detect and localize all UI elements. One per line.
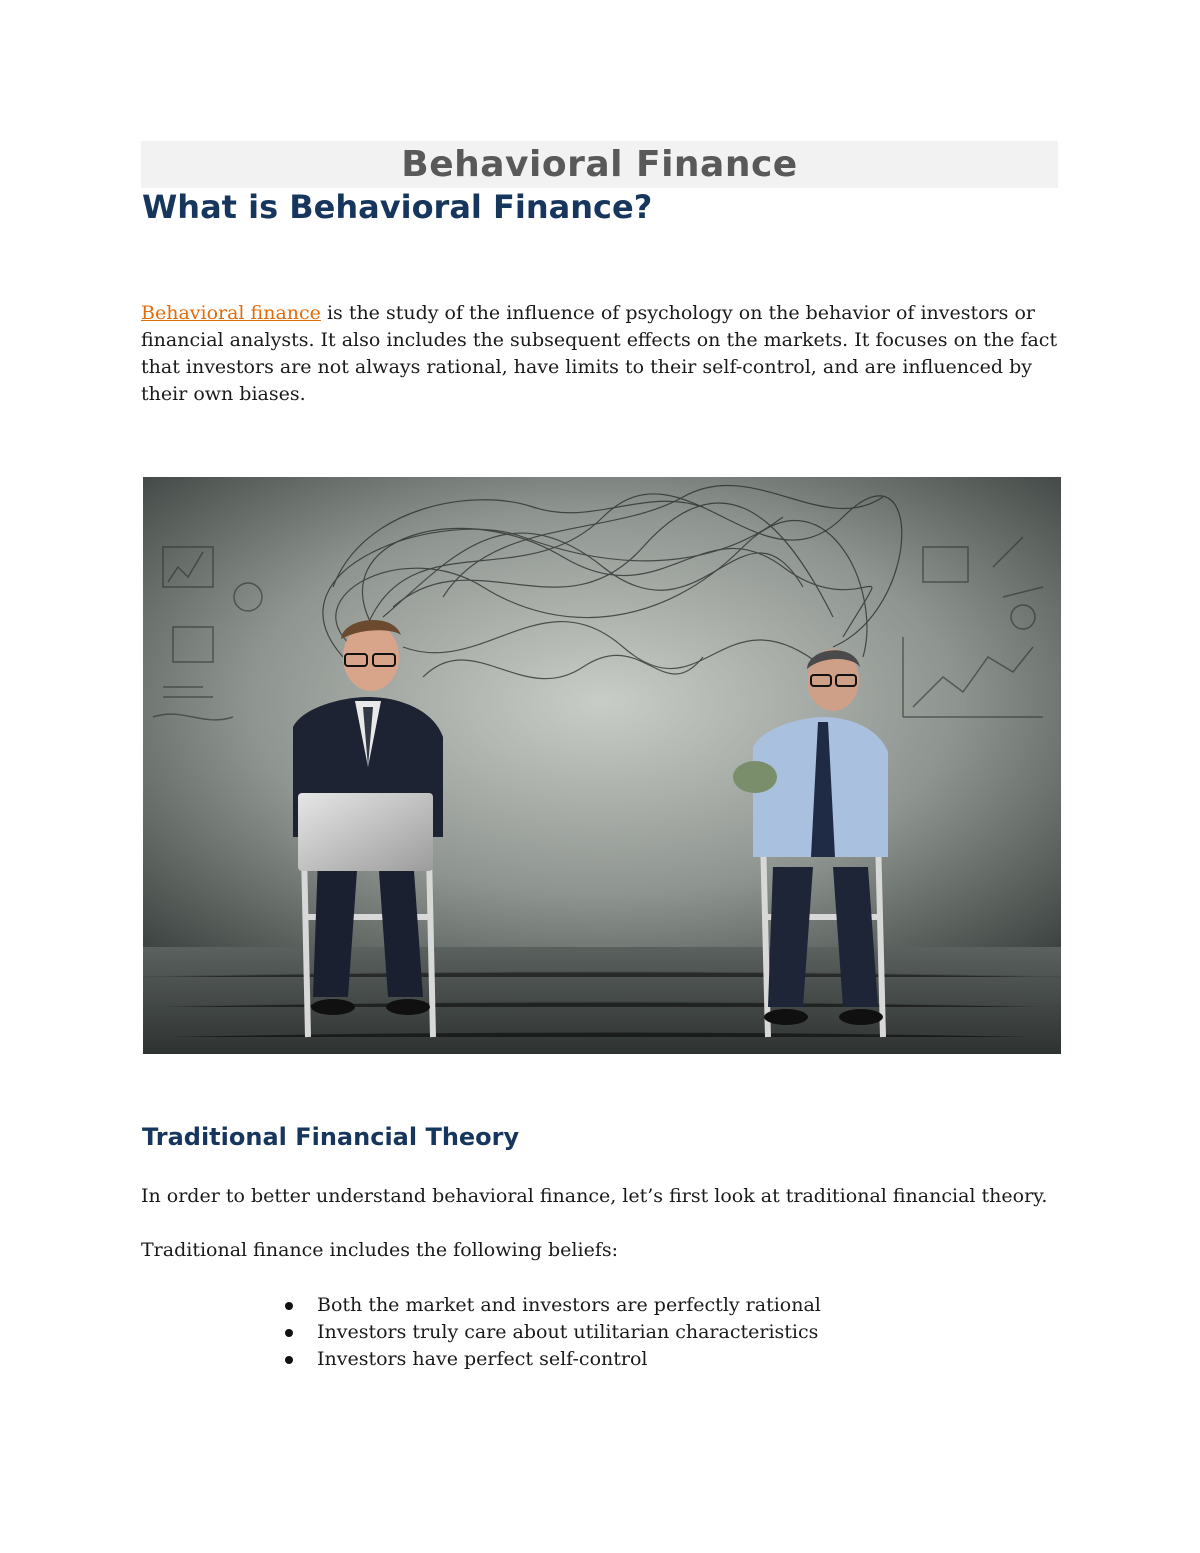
list-item-text: Investors truly care about utilitarian characteristics: [317, 1321, 819, 1343]
beliefs-list: [285, 1292, 821, 1373]
list-item-text: Investors have perfect self-control: [317, 1348, 648, 1370]
bullet-icon: [285, 1329, 293, 1337]
bullet-icon: [285, 1356, 293, 1364]
intro-text: is the study of the influence of psychology on the behavior of investors or financial analysts. It also includes the subsequent effects on the markets. It focuses on the fact that investors are not always rational, have limits to their self-control, and are influenced by their own biases.: [141, 302, 1058, 405]
list-item-text: Both the market and investors are perfectly rational: [317, 1294, 821, 1316]
beliefs-intro-paragraph: Traditional finance includes the following beliefs:: [141, 1239, 619, 1261]
traditional-intro-paragraph: In order to better understand behavioral finance, let’s first look at traditional financial theory.: [141, 1185, 1048, 1207]
title-band: [141, 141, 1058, 188]
illustration-photo: [143, 477, 1061, 1054]
list-item: [285, 1346, 821, 1373]
document-title: Behavioral Finance: [401, 144, 798, 185]
heading-what-is: What is Behavioral Finance?: [142, 188, 653, 226]
behavioral-finance-link[interactable]: Behavioral finance: [141, 302, 321, 324]
list-item: [285, 1319, 821, 1346]
intro-paragraph: [141, 300, 1066, 408]
bullet-icon: [285, 1302, 293, 1310]
list-item: [285, 1292, 821, 1319]
heading-traditional-financial-theory: Traditional Financial Theory: [142, 1123, 520, 1151]
